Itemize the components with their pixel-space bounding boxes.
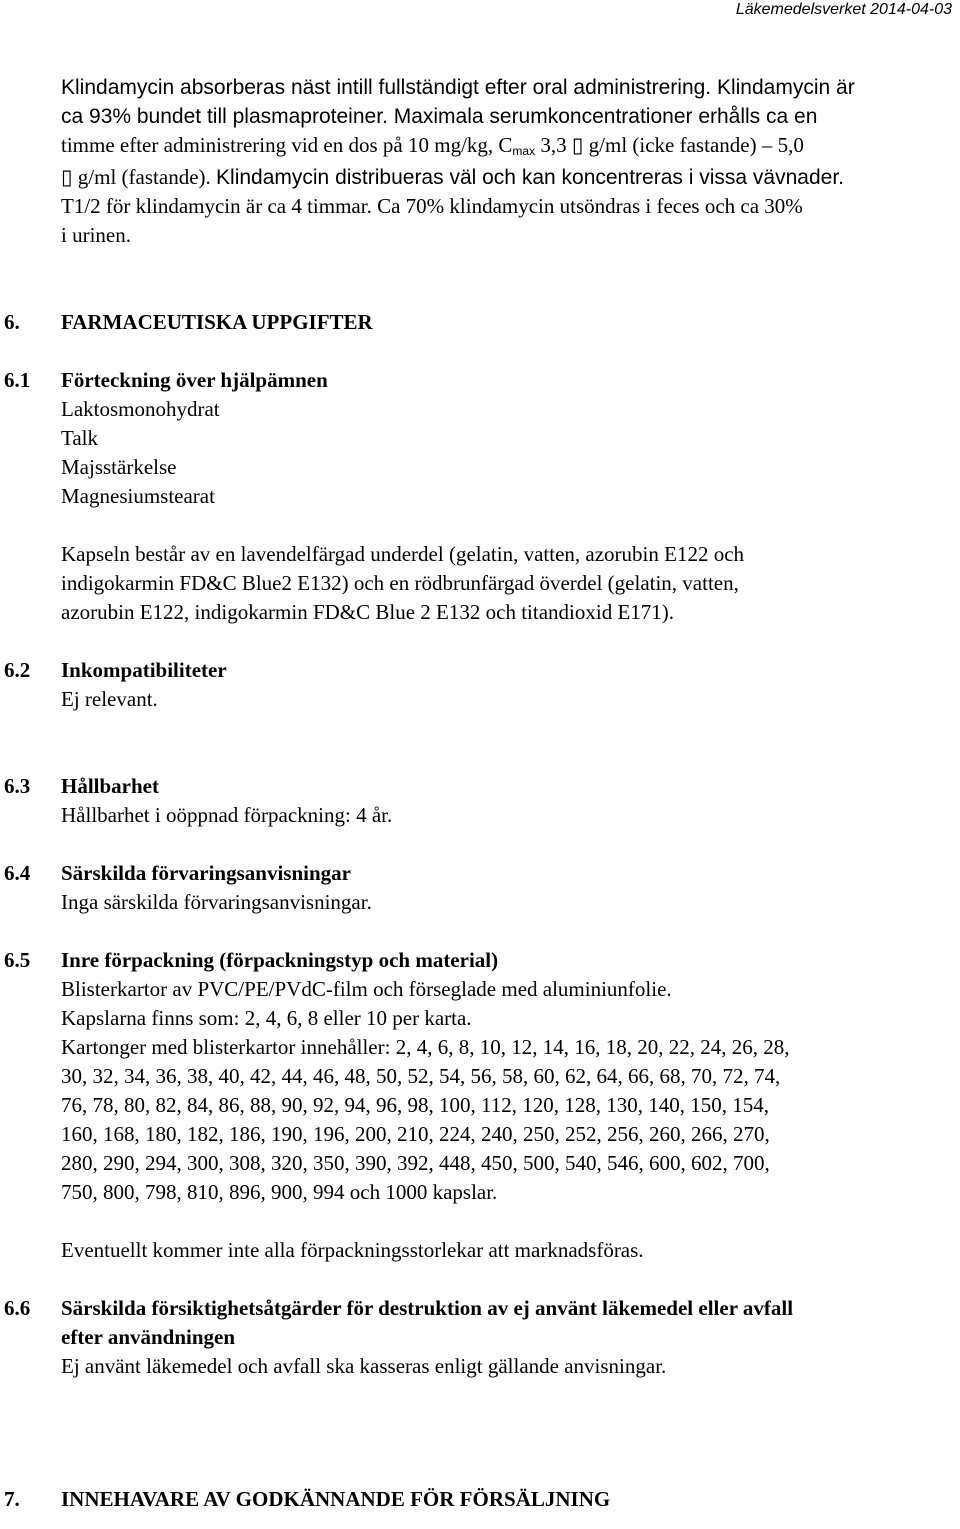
document-header: Läkemedelsverket 2014-04-03 xyxy=(735,1,952,18)
section-title: Inre förpackning (förpackningstyp och material) xyxy=(61,948,499,972)
paragraph-line xyxy=(61,163,956,192)
paragraph-line: 76, 78, 80, 82, 84, 86, 88, 90, 92, 94, 96, 98, 100, 112, 120, 128, 130, 140, 150, 154, xyxy=(61,1093,769,1117)
paragraph-line: Klindamycin absorberas näst intill fullständigt efter oral administrering. Klindamycin är xyxy=(61,76,855,99)
paragraph-line xyxy=(61,131,956,163)
pharmacokinetics-paragraph xyxy=(4,73,956,250)
paragraph-line: azorubin E122, indigokarmin FD&C Blue 2 E132 och titandioxid E171). xyxy=(61,600,675,624)
section-number: 6.5 xyxy=(4,948,31,972)
section-title: FARMACEUTISKA UPPGIFTER xyxy=(61,310,373,334)
cmax-subscript: max xyxy=(512,144,536,158)
paragraph-line: 280, 290, 294, 300, 308, 320, 350, 390, 392, 448, 450, 500, 540, 546, 600, 602, 700, xyxy=(61,1151,770,1175)
excipient-item: Majsstärkelse xyxy=(61,455,177,479)
line-text: ▯ g/ml (fastande). xyxy=(61,165,217,189)
line-text: 3,3 ▯ g/ml (icke fastande) – 5,0 xyxy=(535,133,804,157)
section-6-1-heading xyxy=(4,366,956,395)
section-text: Ej relevant. xyxy=(61,687,158,711)
document-page xyxy=(4,73,956,1514)
section-6-6-heading xyxy=(4,1294,956,1323)
capsule-description xyxy=(4,540,956,627)
section-number: 6.1 xyxy=(4,368,31,392)
section-text: Hållbarhet i oöppnad förpackning: 4 år. xyxy=(61,803,393,827)
excipient-list xyxy=(4,395,956,511)
excipient-item: Laktosmonohydrat xyxy=(61,397,220,421)
paragraph-line: 160, 168, 180, 182, 186, 190, 196, 200, 210, 224, 240, 250, 252, 256, 260, 266, 270, xyxy=(61,1122,770,1146)
section-title: Förteckning över hjälpämnen xyxy=(61,368,328,392)
line-text: timme efter administrering vid en dos på 10 mg/kg, C xyxy=(61,133,513,157)
paragraph-line: 30, 32, 34, 36, 38, 40, 42, 44, 46, 48, 50, 52, 54, 56, 58, 60, 62, 64, 66, 68, 70, 72, 74, xyxy=(61,1064,781,1088)
section-title: Särskilda försiktighetsåtgärder för destruktion av ej använt läkemedel eller avfall xyxy=(61,1296,794,1320)
section-6-5-heading xyxy=(4,946,956,975)
section-6-2-heading xyxy=(4,656,956,685)
line-text: Klindamycin distribueras väl och kan koncentreras i vissa vävnader. xyxy=(216,166,844,189)
paragraph-line: T1/2 för klindamycin är ca 4 timmar. Ca 70% klindamycin utsöndras i feces och ca 30% xyxy=(61,194,803,218)
section-6-heading xyxy=(4,308,956,337)
paragraph-line: Kapseln består av en lavendelfärgad underdel (gelatin, vatten, azorubin E122 och xyxy=(61,542,745,566)
section-number: 7. xyxy=(4,1487,20,1511)
section-number: 6.3 xyxy=(4,774,31,798)
section-6-4-heading xyxy=(4,859,956,888)
paragraph-line: Kartonger med blisterkartor innehåller: 2, 4, 6, 8, 10, 12, 14, 16, 18, 20, 22, 24, 26, 28, xyxy=(61,1035,790,1059)
section-7-heading xyxy=(4,1485,956,1514)
section-title: Särskilda förvaringsanvisningar xyxy=(61,861,351,885)
paragraph-line: indigokarmin FD&C Blue2 E132) och en rödbrunfärgad överdel (gelatin, vatten, xyxy=(61,571,739,595)
section-title-continuation: efter användningen xyxy=(61,1325,236,1349)
paragraph-line: 750, 800, 798, 810, 896, 900, 994 och 1000 kapslar. xyxy=(61,1180,498,1204)
section-number: 6.4 xyxy=(4,861,31,885)
section-title: Hållbarhet xyxy=(61,774,159,798)
section-number: 6.6 xyxy=(4,1296,31,1320)
paragraph-line: Kapslarna finns som: 2, 4, 6, 8 eller 10 per karta. xyxy=(61,1006,472,1030)
section-text: Inga särskilda förvaringsanvisningar. xyxy=(61,890,372,914)
paragraph-line: i urinen. xyxy=(61,223,131,247)
excipient-item: Talk xyxy=(61,426,99,450)
section-text: Ej använt läkemedel och avfall ska kasseras enligt gällande anvisningar. xyxy=(61,1354,667,1378)
paragraph-line: Blisterkartor av PVC/PE/PVdC-film och förseglade med aluminiunfolie. xyxy=(61,977,672,1001)
paragraph-line: ca 93% bundet till plasmaproteiner. Maximala serumkoncentrationer erhålls ca en xyxy=(61,105,818,128)
section-6-3-heading xyxy=(4,772,956,801)
section-number: 6. xyxy=(4,310,20,334)
section-title: INNEHAVARE AV GODKÄNNANDE FÖR FÖRSÄLJNING xyxy=(61,1487,611,1511)
excipient-item: Magnesiumstearat xyxy=(61,484,215,508)
packaging-text xyxy=(4,975,956,1207)
packaging-note: Eventuellt kommer inte alla förpackningsstorlekar att marknadsföras. xyxy=(61,1238,644,1262)
section-title: Inkompatibiliteter xyxy=(61,658,227,682)
section-number: 6.2 xyxy=(4,658,31,682)
